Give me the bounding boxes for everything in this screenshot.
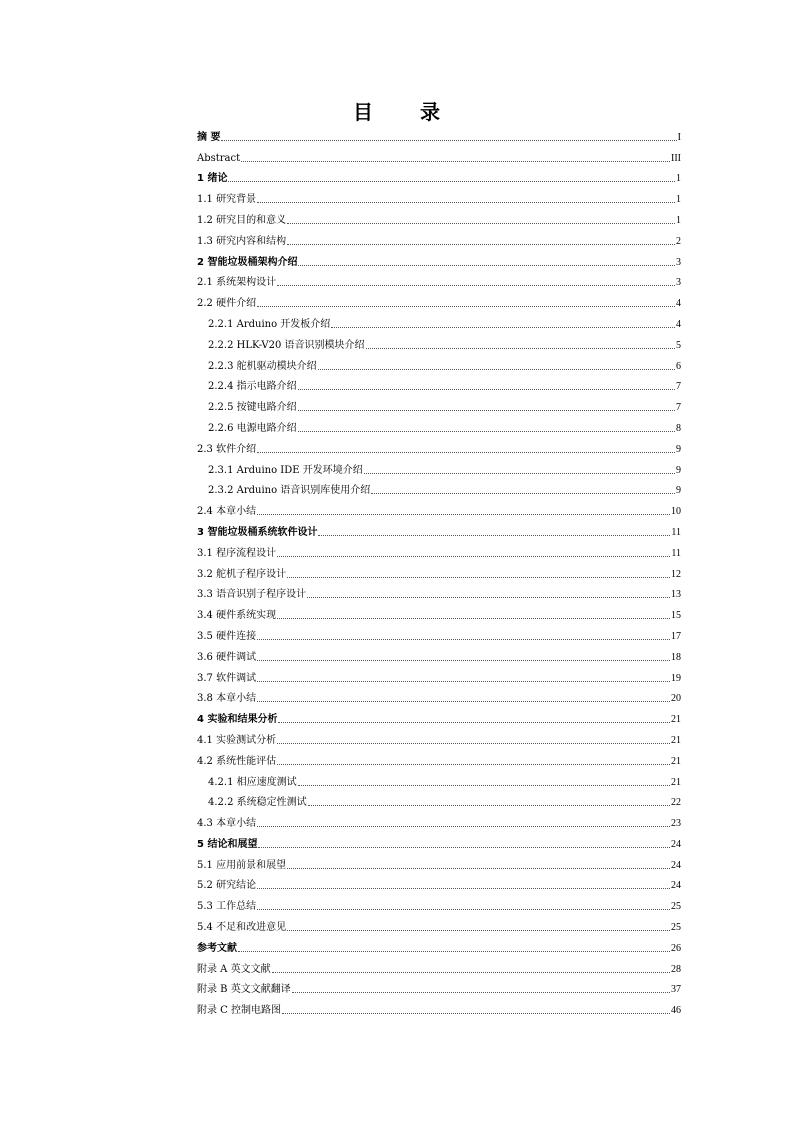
toc-entry-page-number: 7 [676,402,681,414]
dot-leader [298,431,675,432]
dot-leader [241,161,670,162]
dot-leader [366,348,675,349]
toc-entry-page-number: 3 [676,277,681,289]
toc-entry-label: 4.2.2 系统稳定性测试 [208,797,307,809]
toc-entry-page-number: 11 [671,547,681,559]
toc-entry[interactable] [197,622,681,643]
toc-entry[interactable] [197,581,681,602]
dot-leader [318,369,675,370]
toc-entry-page-number: 21 [671,776,681,788]
dot-leader [287,223,675,224]
dot-leader [277,556,670,557]
toc-entry-page-number: 22 [671,797,681,809]
toc-entry[interactable] [197,539,681,560]
toc-entry[interactable] [197,601,681,622]
toc-entry[interactable] [197,726,681,747]
toc-entry[interactable] [197,872,681,893]
toc-entry[interactable] [197,456,681,477]
toc-entry[interactable] [197,185,681,206]
toc-entry-page-number: 3 [676,256,681,268]
toc-entry-label: 3.6 硬件调试 [197,651,257,663]
toc-entry-label: 摘 要 [197,131,221,143]
toc-entry[interactable] [197,955,681,976]
toc-entry[interactable] [197,477,681,498]
toc-entry[interactable] [197,643,681,664]
dot-leader [307,597,670,598]
dot-leader [272,972,670,973]
dot-leader [298,785,670,786]
dot-leader [257,701,670,702]
toc-entry-label: 4 实验和结果分析 [197,714,278,726]
toc-entry-label: 1.1 研究背景 [197,194,257,206]
toc-entry[interactable] [197,497,681,518]
toc-entry-label: 1.3 研究内容和结构 [197,235,287,247]
toc-entry-label: 1.2 研究目的和意义 [197,214,287,226]
toc-entry-label: 2.2.2 HLK-V20 语音识别模块介绍 [208,339,365,351]
toc-entry-label: 附录 A 英文文献 [197,963,271,975]
toc-entry[interactable] [197,560,681,581]
toc-entry[interactable] [197,206,681,227]
dot-leader [287,868,670,869]
toc-entry[interactable] [197,393,681,414]
toc-entry-page-number: 17 [671,630,681,642]
dot-leader [278,722,670,723]
toc-entry-label: 2.1 系统架构设计 [197,277,277,289]
toc-entry-page-number: 24 [671,880,681,892]
toc-entry-page-number: 28 [671,963,681,975]
toc-entry-page-number: 13 [671,589,681,601]
toc-entry-page-number: 1 [676,194,681,206]
dot-leader [257,452,675,453]
toc-entry-page-number: 8 [676,422,681,434]
toc-entry-page-number: 20 [671,693,681,705]
dot-leader [292,992,670,993]
toc-entry[interactable] [197,996,681,1017]
toc-entry[interactable] [197,123,681,144]
dot-leader [298,389,675,390]
toc-entry[interactable] [197,435,681,456]
toc-entry[interactable] [197,248,681,269]
dot-leader [331,327,675,328]
page-title: 目 录 [353,100,460,124]
dot-leader [364,473,675,474]
toc-entry[interactable] [197,227,681,248]
toc-entry-label: 2.2.6 电源电路介绍 [208,422,297,434]
dot-leader [257,306,675,307]
toc-entry-label: 2.2.3 舵机驱动模块介绍 [208,360,317,372]
toc-entry[interactable] [197,165,681,186]
toc-entry-page-number: 9 [676,485,681,497]
toc-entry-label: 5.2 研究结论 [197,880,257,892]
toc-entry-page-number: 15 [671,610,681,622]
toc-entry[interactable] [197,976,681,997]
toc-entry-label: 附录 B 英文文献翻译 [197,984,291,996]
toc-entry[interactable] [197,789,681,810]
toc-entry[interactable] [197,685,681,706]
toc-entry-label: 5.1 应用前景和展望 [197,859,287,871]
toc-entry-label: 2.2.4 指示电路介绍 [208,381,297,393]
toc-entry-label: 参考文献 [197,942,237,954]
toc-entry-page-number: 7 [676,381,681,393]
toc-entry-label: 3.4 硬件系统实现 [197,610,277,622]
toc-entry-page-number: 6 [676,360,681,372]
toc-entry-label: 2.3.1 Arduino IDE 开发环境介绍 [208,464,363,476]
toc-entry[interactable] [197,664,681,685]
toc-entry-page-number: III [671,152,681,164]
toc-entry[interactable] [197,269,681,290]
dot-leader [257,681,670,682]
toc-entry-label: 2.2.1 Arduino 开发板介绍 [208,318,331,330]
toc-entry-label: Abstract [197,152,241,164]
toc-entry-page-number: 2 [676,235,681,247]
toc-entry-label: 5.4 不足和改进意见 [197,922,287,934]
toc-entry-label: 2.4 本章小结 [197,506,257,518]
toc-entry-page-number: 21 [671,755,681,767]
dot-leader [257,888,670,889]
toc-entry[interactable] [197,892,681,913]
toc-entry-label: 5.3 工作总结 [197,901,257,913]
toc-entry-page-number: 21 [671,734,681,746]
dot-leader [308,805,670,806]
toc-entry[interactable] [197,352,681,373]
toc-entry-label: 3.3 语音识别子程序设计 [197,589,307,601]
dot-leader [228,181,675,182]
toc-entry[interactable] [197,913,681,934]
toc-entry-page-number: 4 [676,318,681,330]
dot-leader [298,265,675,266]
toc-entry-label: 5 结论和展望 [197,838,258,850]
toc-entry[interactable] [197,809,681,830]
toc-entry-label: 3.8 本章小结 [197,693,257,705]
dot-leader [257,514,670,515]
toc-entry-page-number: 12 [671,568,681,580]
toc-entry-page-number: 25 [671,922,681,934]
toc-entry-page-number: 5 [676,339,681,351]
toc-entry[interactable] [197,934,681,955]
toc-entry-label: 4.1 实验测试分析 [197,734,277,746]
toc-entry-label: 4.2 系统性能评估 [197,755,277,767]
dot-leader [277,743,670,744]
toc-entry-page-number: 23 [671,818,681,830]
toc-entry-page-number: 18 [671,651,681,663]
toc-entry-label: 附录 C 控制电路图 [197,1005,282,1017]
toc-entry-label: 3.1 程序流程设计 [197,547,277,559]
toc-entry[interactable] [197,414,681,435]
toc-entry-label: 3.5 硬件连接 [197,630,257,642]
toc-entry[interactable] [197,310,681,331]
toc-entry[interactable] [197,518,681,539]
toc-entry-label: 4.3 本章小结 [197,818,257,830]
toc-entry-page-number: 37 [671,984,681,996]
dot-leader [221,140,676,141]
dot-leader [287,244,675,245]
dot-leader [257,909,670,910]
toc-entry-label: 2.2 硬件介绍 [197,298,257,310]
toc-entry-page-number: 21 [671,714,681,726]
toc-entry[interactable] [197,851,681,872]
toc-entry-label: 3.7 软件调试 [197,672,257,684]
dot-leader [318,535,670,536]
dot-leader [298,410,675,411]
toc-entry-label: 2.3 软件介绍 [197,443,257,455]
dot-leader [277,285,675,286]
dot-leader [257,202,675,203]
toc-entry[interactable] [197,747,681,768]
toc-entry-label: 1 绪论 [197,173,228,185]
toc-entry-label: 4.2.1 相应速度测试 [208,776,297,788]
toc-entry-label: 3 智能垃圾桶系统软件设计 [197,526,318,538]
toc-entry-page-number: 1 [676,214,681,226]
toc-entry-page-number: 25 [671,901,681,913]
dot-leader [257,639,670,640]
dot-leader [282,1013,670,1014]
dot-leader [238,951,670,952]
toc-entry-label: 2.3.2 Arduino 语音识别库使用介绍 [208,485,371,497]
toc-entry-page-number: 46 [671,1005,681,1017]
dot-leader [277,764,670,765]
toc-entry[interactable] [197,830,681,851]
dot-leader [257,826,670,827]
dot-leader [277,618,670,619]
toc-entry[interactable] [197,289,681,310]
toc-entry-page-number: 4 [676,298,681,310]
toc-entry-page-number: 1 [676,173,681,185]
toc-entry-page-number: I [677,131,681,143]
toc-entry-page-number: 26 [671,942,681,954]
table-of-contents [197,123,681,1017]
toc-entry-page-number: 24 [671,838,681,850]
toc-entry-page-number: 10 [671,506,681,518]
toc-entry-page-number: 11 [671,526,681,538]
toc-entry-label: 2 智能垃圾桶架构介绍 [197,256,298,268]
toc-entry-page-number: 9 [676,443,681,455]
toc-entry[interactable] [197,144,681,165]
toc-entry-label: 2.2.5 按键电路介绍 [208,402,297,414]
dot-leader [371,493,675,494]
toc-entry-page-number: 19 [671,672,681,684]
dot-leader [258,847,670,848]
dot-leader [257,660,670,661]
toc-entry-page-number: 24 [671,859,681,871]
toc-entry-page-number: 9 [676,464,681,476]
dot-leader [287,930,670,931]
toc-entry[interactable] [197,705,681,726]
toc-entry-label: 3.2 舵机子程序设计 [197,568,287,580]
toc-entry[interactable] [197,331,681,352]
toc-entry[interactable] [197,373,681,394]
dot-leader [287,577,670,578]
toc-entry[interactable] [197,768,681,789]
